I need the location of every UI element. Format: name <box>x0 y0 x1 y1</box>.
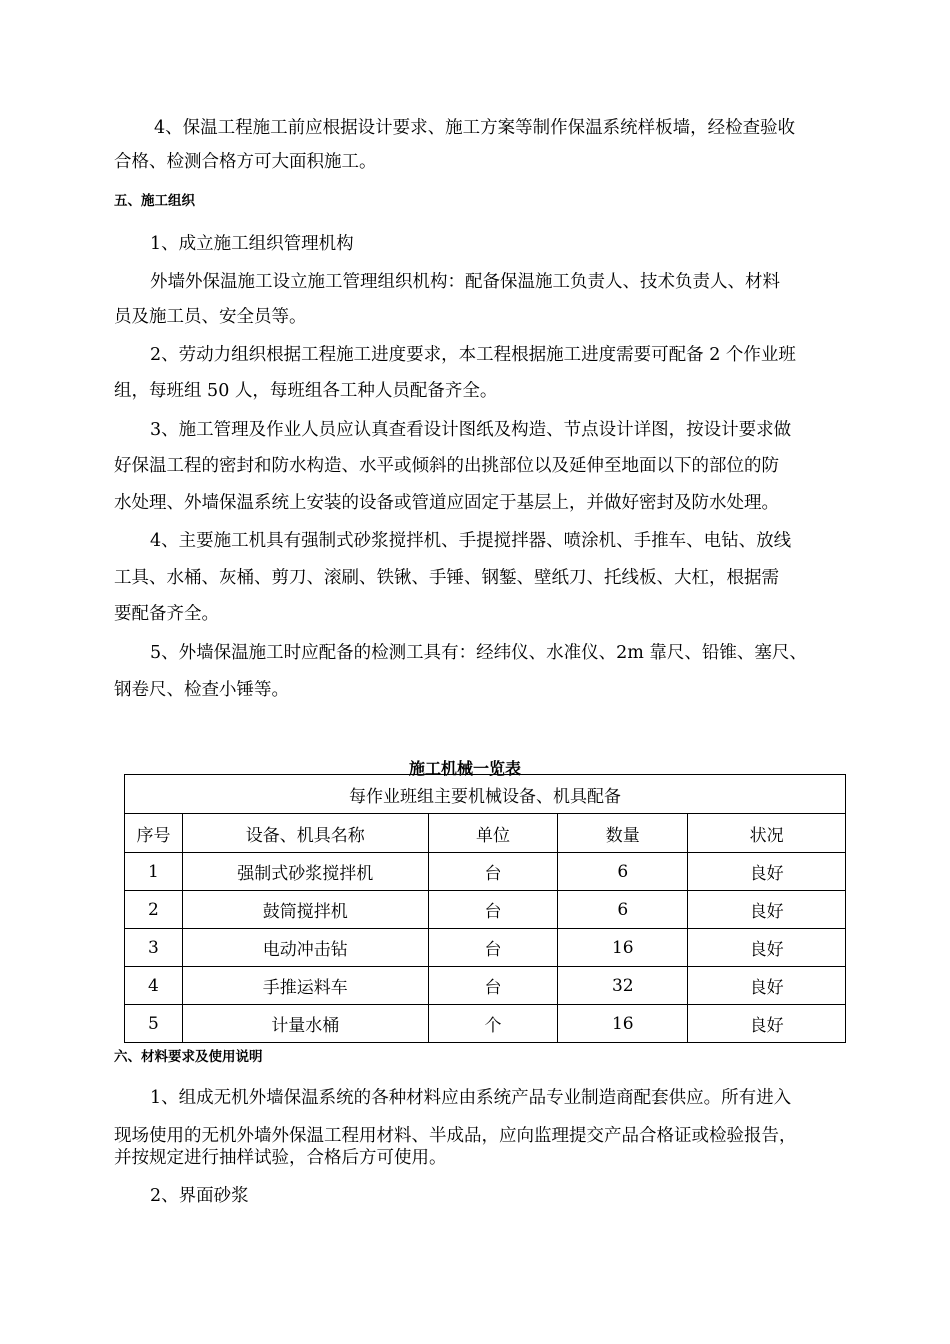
table-title: 施工机械一览表 <box>409 759 522 778</box>
column-header: 状况 <box>688 814 846 853</box>
table-cell: 良好 <box>688 891 846 929</box>
table-cell: 4 <box>125 967 183 1005</box>
table-cell: 1 <box>125 853 183 891</box>
table-row <box>125 929 846 967</box>
paragraph-line: 合格、检测合格方可大面积施工。 <box>114 152 377 172</box>
paragraph-line: 好保温工程的密封和防水构造、水平或倾斜的出挑部位以及延伸至地面以下的部位的防 <box>114 456 779 476</box>
table-subtitle-row <box>125 775 846 814</box>
column-header: 序号 <box>125 814 183 853</box>
paragraph-line: 4、主要施工机具有强制式砂浆搅拌机、手提搅拌器、喷涂机、手推车、电钻、放线 <box>150 531 792 551</box>
paragraph-line: 1、成立施工组织管理机构 <box>150 234 354 254</box>
table-subtitle: 每作业班组主要机械设备、机具配备 <box>125 775 846 814</box>
machinery-table <box>124 774 846 1043</box>
table-cell: 良好 <box>688 967 846 1005</box>
table-cell: 5 <box>125 1005 183 1043</box>
column-header: 设备、机具名称 <box>182 814 428 853</box>
table-cell: 6 <box>558 853 688 891</box>
table-cell: 3 <box>125 929 183 967</box>
table-cell: 6 <box>558 891 688 929</box>
table-header-row <box>125 814 846 853</box>
paragraph-line: 3、施工管理及作业人员应认真查看设计图纸及构造、节点设计详图，按设计要求做 <box>150 420 792 440</box>
table-cell: 台 <box>428 967 558 1005</box>
table-cell: 台 <box>428 929 558 967</box>
table-cell: 16 <box>558 1005 688 1043</box>
table-cell: 电动冲击钻 <box>182 929 428 967</box>
paragraph-line: 4、保温工程施工前应根据设计要求、施工方案等制作保温系统样板墙，经检查验收 <box>154 118 796 138</box>
table-cell: 台 <box>428 891 558 929</box>
paragraph-line: 要配备齐全。 <box>114 604 219 624</box>
table-cell: 个 <box>428 1005 558 1043</box>
paragraph-line: 员及施工员、安全员等。 <box>114 307 307 327</box>
paragraph-line: 2、界面砂浆 <box>150 1186 249 1206</box>
table-cell: 鼓筒搅拌机 <box>182 891 428 929</box>
table-row <box>125 967 846 1005</box>
paragraph-line: 现场使用的无机外墙外保温工程用材料、半成品，应向监理提交产品合格证或检验报告， <box>114 1126 797 1146</box>
table-cell: 2 <box>125 891 183 929</box>
section-heading: 五、施工组织 <box>114 193 195 209</box>
paragraph-line: 外墙外保温施工设立施工管理组织机构：配备保温施工负责人、技术负责人、材料 <box>150 272 780 292</box>
table-cell: 强制式砂浆搅拌机 <box>182 853 428 891</box>
paragraph-line: 2、劳动力组织根据工程施工进度要求，本工程根据施工进度需要可配备 2 个作业班 <box>150 345 796 365</box>
table-cell: 32 <box>558 967 688 1005</box>
table-row <box>125 891 846 929</box>
column-header: 单位 <box>428 814 558 853</box>
paragraph-line: 并按规定进行抽样试验，合格后方可使用。 <box>114 1148 447 1168</box>
section-heading: 六、材料要求及使用说明 <box>114 1049 263 1065</box>
paragraph-line: 水处理、外墙保温系统上安装的设备或管道应固定于基层上，并做好密封及防水处理。 <box>114 493 779 513</box>
table-cell: 良好 <box>688 1005 846 1043</box>
table-cell: 手推运料车 <box>182 967 428 1005</box>
table-cell: 台 <box>428 853 558 891</box>
table-row <box>125 853 846 891</box>
column-header: 数量 <box>558 814 688 853</box>
table-cell: 良好 <box>688 853 846 891</box>
paragraph-line: 1、组成无机外墙保温系统的各种材料应由系统产品专业制造商配套供应。所有进入 <box>150 1088 792 1108</box>
paragraph-line: 工具、水桶、灰桶、剪刀、滚刷、铁锹、手锤、钢錾、壁纸刀、托线板、大杠，根据需 <box>114 568 779 588</box>
table-row <box>125 1005 846 1043</box>
table-cell: 良好 <box>688 929 846 967</box>
paragraph-line: 组，每班组 50 人，每班组各工种人员配备齐全。 <box>114 381 498 401</box>
paragraph-line: 钢卷尺、检查小锤等。 <box>114 680 289 700</box>
paragraph-line: 5、外墙保温施工时应配备的检测工具有：经纬仪、水准仪、2m 靠尺、铅锥、塞尺、 <box>150 643 807 663</box>
table-cell: 计量水桶 <box>182 1005 428 1043</box>
table-cell: 16 <box>558 929 688 967</box>
